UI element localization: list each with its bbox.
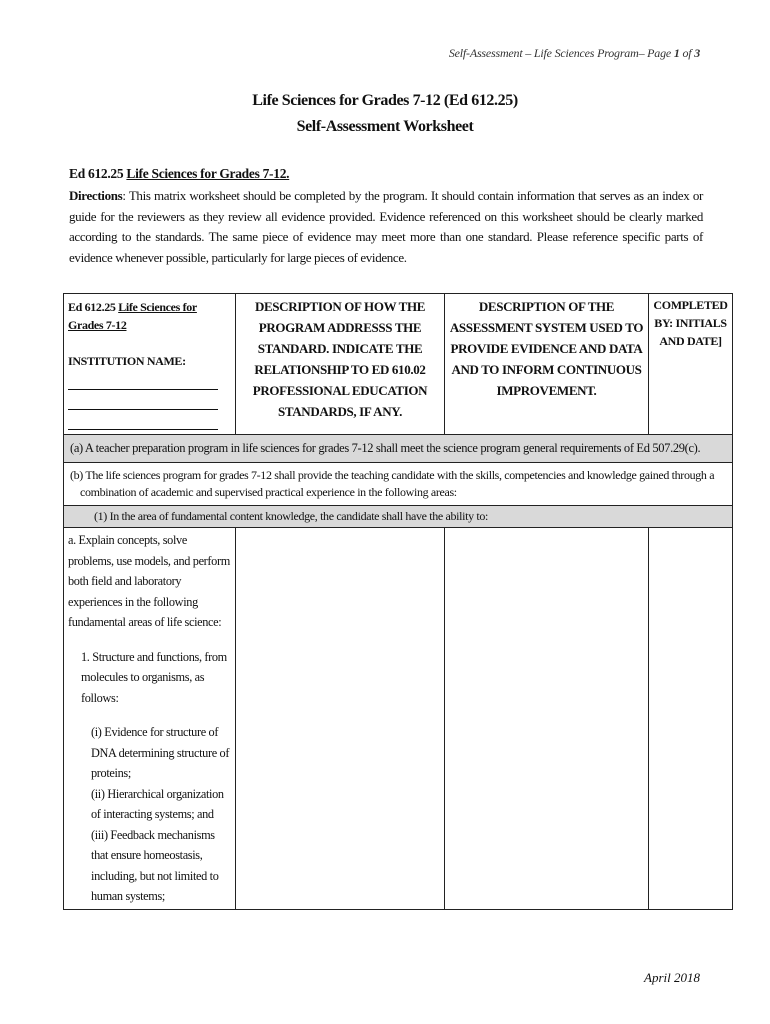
institution-name-label: INSTITUTION NAME: — [68, 354, 186, 368]
header-text: Self-Assessment – Life Sciences Program– Page — [448, 46, 674, 60]
document-title: Life Sciences for Grades 7-12 (Ed 612.25) — [252, 92, 518, 109]
standard-title: Life Sciences for Grades 7-12 — [68, 300, 197, 332]
institution-name-line-2[interactable] — [68, 390, 218, 410]
standard-label — [68, 298, 231, 334]
section-name: Life Sciences for Grades 7-12. — [126, 166, 290, 181]
item-ii-text: (ii) Hierarchical organization of interacting systems; and — [91, 786, 224, 821]
item-1-text: 1. Structure and functions, from molecules to organisms, as follows: — [81, 649, 227, 705]
header-page-number: 1 — [673, 46, 680, 60]
institution-name-line-3[interactable] — [68, 410, 218, 430]
directions-paragraph — [69, 186, 703, 268]
section-heading — [69, 166, 289, 182]
section-code: Ed 612.25 — [69, 166, 127, 181]
standard-item-cell — [64, 528, 236, 910]
table-row-a — [64, 435, 733, 463]
header-page-total: 3 — [694, 46, 700, 60]
table-header-row — [64, 294, 733, 435]
requirement-b-line2: combination of academic and supervised practical experience in the following areas: — [80, 485, 457, 499]
completed-by-input-cell[interactable] — [649, 528, 733, 910]
requirement-1: (1) In the area of fundamental content knowledge, the candidate shall have the ability to: — [64, 506, 733, 528]
institution-name-line-1[interactable] — [68, 370, 218, 390]
item-a-text: a. Explain concepts, solve problems, use models, and perform both field and laboratory experiences in the following fundamental areas of life science: — [68, 533, 230, 629]
requirement-b-line1: (b) The life sciences program for grades 7-12 shall provide the teaching candidate with the skills, competencies and knowledge gained through a — [70, 468, 715, 482]
header-completed-by: COMPLETED BY: INITIALS AND DATE] — [649, 294, 733, 435]
item-iii-text: (iii) Feedback mechanisms that ensure homeostasis, including, but not limited to human systems; — [91, 827, 219, 903]
item-i-text: (i) Evidence for structure of DNA determining structure of proteins; — [91, 725, 230, 780]
program-description-input-cell[interactable] — [236, 528, 445, 910]
running-header — [449, 46, 700, 61]
directions-text: : This matrix worksheet should be completed by the program. It should contain information that serves as an index or guide for the reviewers as they review all evidence provided. Evidence referenced on this worksheet should be clearly marked according to the standards. The same piece of evidence may meet more than one standard. Please reference specific parts of evidence whenever possible, particularly for large pieces of evidence. — [69, 188, 703, 265]
header-assessment-system: DESCRIPTION OF THE ASSESSMENT SYSTEM USED TO PROVIDE EVIDENCE AND DATA AND TO INFORM CONTINUOUS IMPROVEMENT. — [445, 294, 649, 435]
assessment-system-input-cell[interactable] — [445, 528, 649, 910]
directions-label: Directions — [69, 188, 123, 203]
self-assessment-table — [63, 293, 733, 910]
requirement-b — [64, 463, 733, 506]
header-of: of — [679, 46, 695, 60]
document-subtitle: Self-Assessment Worksheet — [296, 118, 474, 135]
table-row-item-a — [64, 528, 733, 910]
header-standard-cell — [64, 294, 236, 435]
standard-code: Ed 612.25 — [68, 300, 119, 314]
header-program-description: DESCRIPTION OF HOW THE PROGRAM ADDRESSS THE STANDARD. INDICATE THE RELATIONSHIP TO ED 610.02 PROFESSIONAL EDUCATION STANDARDS, IF ANY. — [236, 294, 445, 435]
table-row-b — [64, 463, 733, 506]
requirement-a: (a) A teacher preparation program in life sciences for grades 7-12 shall meet the science program general requirements of Ed 507.29(c). — [64, 435, 733, 463]
table-row-1 — [64, 506, 733, 528]
footer-date: April 2018 — [644, 970, 700, 985]
